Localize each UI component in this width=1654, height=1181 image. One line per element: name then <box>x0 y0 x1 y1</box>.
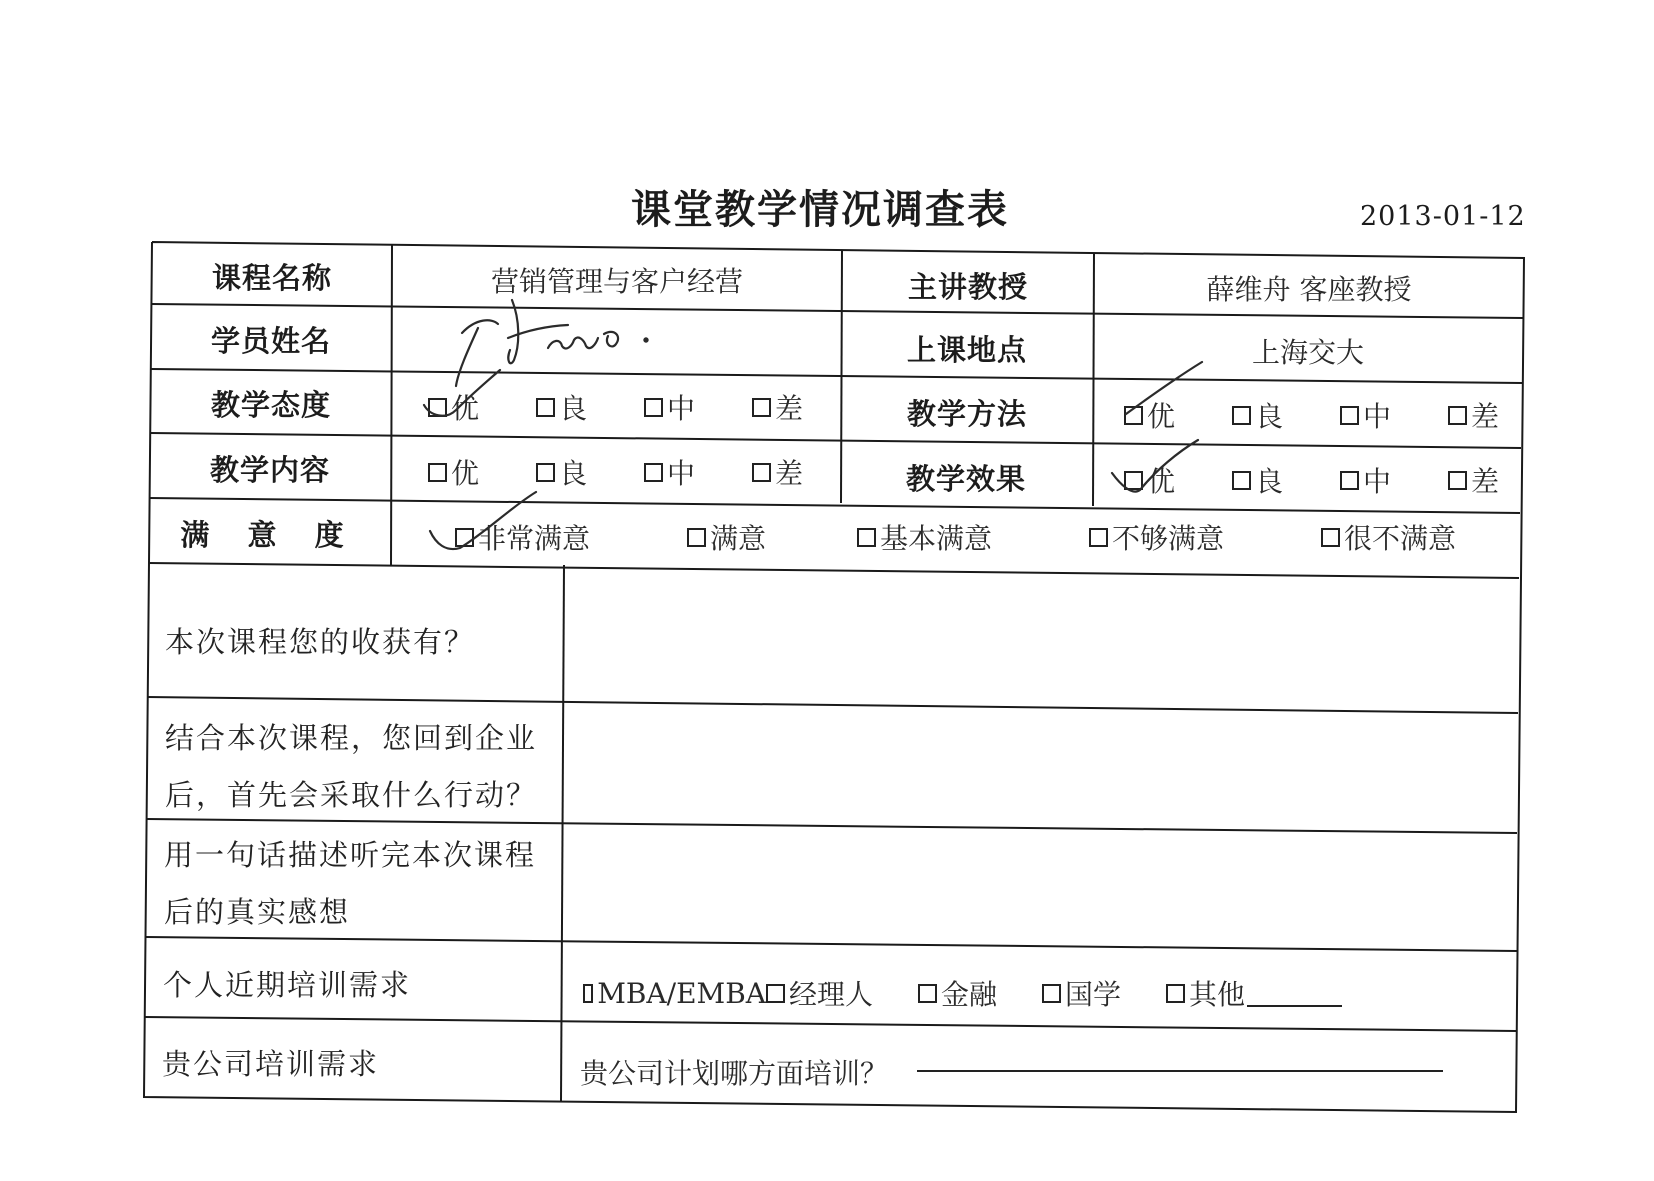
checkbox[interactable] <box>1124 471 1143 490</box>
method-label: 教学方法 <box>906 396 1027 431</box>
checkbox[interactable] <box>687 528 706 547</box>
satisfaction-option-satisfied[interactable]: 满意 <box>687 517 857 557</box>
location-label: 上课地点 <box>906 332 1027 367</box>
attitude-label: 教学态度 <box>210 387 331 422</box>
checkbox[interactable] <box>428 463 447 482</box>
effect-option-fair[interactable]: 中 <box>1340 460 1448 500</box>
course-name-value: 营销管理与客户经营 <box>490 265 743 298</box>
content-label: 教学内容 <box>209 452 330 487</box>
attitude-option-poor[interactable]: 差 <box>752 387 860 427</box>
content-option-poor[interactable]: 差 <box>752 452 860 492</box>
training-option-sinology[interactable]: 国学 <box>1042 973 1166 1013</box>
content-option-good[interactable]: 良 <box>536 452 644 492</box>
company-training-prompt: 贵公司计划哪方面培训？ <box>580 1057 889 1090</box>
question-action: 结合本次课程，您回到企业后，首先会采取什么行动？ <box>165 721 538 812</box>
company-training-label: 贵公司培训需求 <box>162 1047 380 1081</box>
content-options <box>428 455 860 489</box>
question-gain: 本次课程您的收获有？ <box>165 625 476 659</box>
effect-label: 教学效果 <box>905 461 1026 496</box>
checkbox[interactable] <box>644 398 663 417</box>
course-name-label: 课程名称 <box>211 260 332 295</box>
answer-gain-field[interactable] <box>566 570 1516 700</box>
method-option-excellent[interactable]: 优 <box>1124 395 1232 435</box>
checkbox[interactable] <box>644 463 663 482</box>
answer-feeling-field[interactable] <box>565 826 1515 941</box>
professor-label: 主讲教授 <box>907 269 1028 304</box>
satisfaction-label: 满 意 度 <box>180 517 358 552</box>
satisfaction-option-very-unsatisfied[interactable]: 很不满意 <box>1321 517 1491 557</box>
effect-option-poor[interactable]: 差 <box>1448 460 1556 500</box>
checkbox[interactable] <box>1232 471 1251 490</box>
student-name-label: 学员姓名 <box>210 323 331 358</box>
attitude-options <box>428 390 860 424</box>
attitude-option-excellent[interactable]: 优 <box>428 387 536 427</box>
checkbox[interactable] <box>1232 406 1251 425</box>
personal-training-options <box>583 976 1342 1010</box>
personal-training-label: 个人近期培训需求 <box>163 968 412 1002</box>
checkbox[interactable] <box>1340 471 1359 490</box>
checkbox[interactable] <box>1321 528 1340 547</box>
checkbox[interactable] <box>1089 528 1108 547</box>
question-feeling: 用一句话描述听完本次课程后的真实感想 <box>164 838 537 929</box>
method-options <box>1124 398 1556 432</box>
answer-action-field[interactable] <box>566 704 1516 822</box>
checkbox[interactable] <box>428 398 447 417</box>
content-option-fair[interactable]: 中 <box>644 452 752 492</box>
training-option-finance[interactable]: 金融 <box>918 973 1042 1013</box>
checkbox[interactable] <box>1340 406 1359 425</box>
checkbox[interactable] <box>1448 471 1467 490</box>
satisfaction-option-basically-satisfied[interactable]: 基本满意 <box>857 517 1089 557</box>
attitude-option-fair[interactable]: 中 <box>644 387 752 427</box>
location-value: 上海交大 <box>1251 336 1364 369</box>
checkbox[interactable] <box>752 463 771 482</box>
method-option-poor[interactable]: 差 <box>1448 395 1556 435</box>
effect-options <box>1124 463 1556 497</box>
checkbox[interactable] <box>918 984 937 1003</box>
training-option-mba[interactable]: MBA/EMBA <box>583 977 766 1010</box>
satisfaction-option-not-satisfied[interactable]: 不够满意 <box>1089 517 1321 557</box>
checkbox[interactable] <box>766 984 785 1003</box>
company-training-blank-field[interactable] <box>917 1070 1443 1072</box>
satisfaction-option-very-satisfied[interactable]: 非常满意 <box>455 517 687 557</box>
checkbox[interactable] <box>536 398 555 417</box>
attitude-option-good[interactable]: 良 <box>536 387 644 427</box>
professor-value: 薛维舟 客座教授 <box>1206 273 1412 306</box>
checkbox[interactable] <box>1166 984 1185 1003</box>
checkbox[interactable] <box>1448 406 1467 425</box>
method-option-fair[interactable]: 中 <box>1340 395 1448 435</box>
training-option-other[interactable]: 其他 <box>1166 973 1342 1013</box>
effect-option-good[interactable]: 良 <box>1232 460 1340 500</box>
training-option-manager[interactable]: 经理人 <box>766 973 918 1013</box>
form-title: 课堂教学情况调查表 <box>631 187 1009 233</box>
other-blank-field[interactable] <box>1247 979 1342 1007</box>
satisfaction-options <box>455 520 1491 554</box>
method-option-good[interactable]: 良 <box>1232 395 1340 435</box>
checkbox[interactable] <box>536 463 555 482</box>
checkbox[interactable] <box>455 528 474 547</box>
checkbox[interactable] <box>1124 406 1143 425</box>
checkbox[interactable] <box>1042 984 1061 1003</box>
form-date: 2013-01-12 <box>1360 201 1526 232</box>
content-option-excellent[interactable]: 优 <box>428 452 536 492</box>
checkbox[interactable] <box>583 984 593 1003</box>
checkbox[interactable] <box>752 398 771 417</box>
checkbox[interactable] <box>857 528 876 547</box>
effect-option-excellent[interactable]: 优 <box>1124 460 1232 500</box>
